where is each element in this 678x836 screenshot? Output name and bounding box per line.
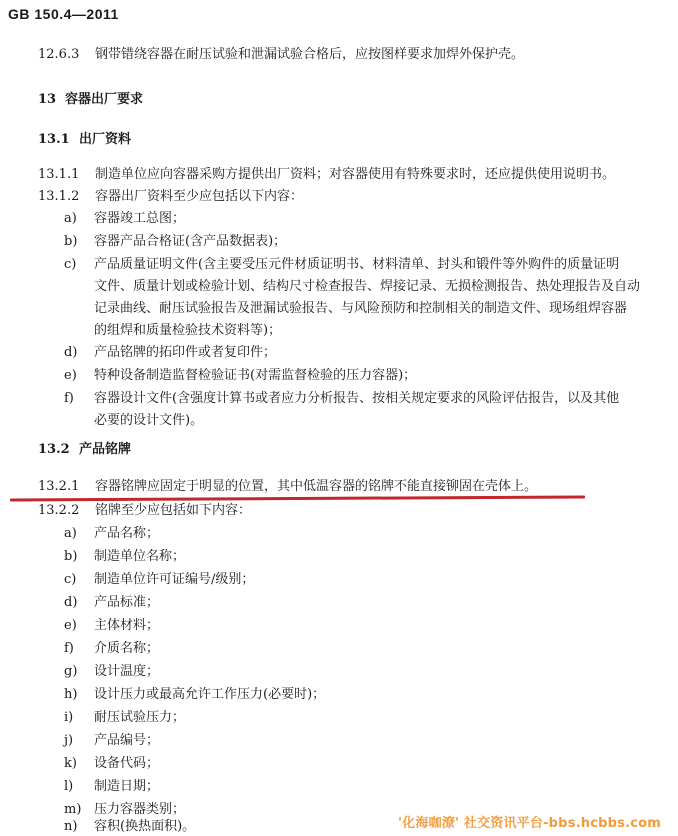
- item-text: 设计温度；: [94, 664, 160, 679]
- section-number: 13.2: [38, 442, 70, 457]
- item-text: 产品标准；: [94, 595, 160, 610]
- section-title: 容器出厂要求: [65, 92, 144, 107]
- standard-code: GB 150.4—2011: [8, 6, 119, 22]
- item-label: d): [64, 595, 78, 610]
- item-text-line: 必要的设计文件)。: [94, 413, 204, 428]
- item-label: n): [64, 819, 78, 834]
- item-text-line: 容器设计文件(含强度计算书或者应力分析报告、按相关规定要求的风险评估报告，以及其他: [94, 391, 620, 406]
- clause-text: 铭牌至少应包括如下内容：: [95, 503, 252, 518]
- clause-number: 13.1.1: [38, 167, 80, 182]
- list-item-continuation: [94, 278, 640, 296]
- item-label: f): [64, 391, 74, 406]
- item-text: 制造单位名称；: [94, 549, 186, 564]
- clause-number: 13.2.1: [38, 479, 80, 494]
- item-text: 主体材料；: [94, 618, 160, 633]
- item-label: a): [64, 526, 77, 541]
- item-label: m): [64, 802, 82, 817]
- clause-number: 12.6.3: [38, 47, 80, 62]
- section-number: 13.1: [38, 132, 70, 147]
- item-label: i): [64, 710, 74, 725]
- item-label: c): [64, 257, 77, 272]
- item-text: 设备代码；: [94, 756, 160, 771]
- item-label: g): [64, 664, 78, 679]
- item-label: l): [64, 779, 74, 794]
- item-text: 设计压力或最高允许工作压力(必要时)；: [94, 687, 326, 702]
- item-text: 耐压试验压力；: [94, 710, 186, 725]
- clause-text: 钢带错绕容器在耐压试验和泄漏试验合格后，应按图样要求加焊外保护壳。: [95, 47, 525, 62]
- item-text: 容器产品合格证(含产品数据表)；: [94, 234, 287, 249]
- item-text-line: 的组焊和质量检验技术资料等)；: [94, 323, 282, 338]
- section-title: 产品铭牌: [79, 442, 132, 457]
- list-item-continuation: [94, 300, 627, 318]
- section-title: 出厂资料: [79, 132, 132, 147]
- item-text-line: 记录曲线、耐压试验报告及泄漏试验报告、与风险预防和控制相关的制造文件、现场组焊容器: [94, 301, 628, 316]
- clause-text: 容器出厂资料至少应包括以下内容：: [95, 189, 304, 204]
- section-number: 13: [38, 92, 57, 107]
- watermark: '化海咖潦' 社交资讯平台-bbs.hcbbs.com: [398, 816, 662, 831]
- item-text: 产品铭牌的拓印件或者复印件；: [94, 345, 277, 360]
- item-text: 产品名称；: [94, 526, 160, 541]
- red-underline-annotation: [10, 495, 585, 501]
- item-label: b): [64, 549, 78, 564]
- item-text: 压力容器类别；: [94, 802, 186, 817]
- clause-text: 制造单位应向容器采购方提供出厂资料；对容器使用有特殊要求时，还应提供使用说明书。: [95, 167, 616, 182]
- item-label: k): [64, 756, 77, 771]
- list-item-continuation: [94, 322, 281, 340]
- clause-number: 13.1.2: [38, 189, 80, 204]
- item-text: 制造单位许可证编号/级别；: [94, 572, 255, 587]
- item-text-line: 文件、质量计划或检验计划、结构尺寸检查报告、焊接记录、无损检测报告、热处理报告及自动: [94, 279, 641, 294]
- clause-number: 13.2.2: [38, 503, 80, 518]
- item-text: 制造日期；: [94, 779, 160, 794]
- item-label: e): [64, 618, 77, 633]
- item-label: c): [64, 572, 77, 587]
- item-label: f): [64, 641, 74, 656]
- item-label: e): [64, 368, 77, 383]
- item-text: 容积(换热面积)。: [94, 819, 196, 834]
- item-text: 特种设备制造监督检验证书(对需监督检验的压力容器)；: [94, 368, 417, 383]
- item-label: d): [64, 345, 78, 360]
- clause-text: 容器铭牌应固定于明显的位置，其中低温容器的铭牌不能直接铆固在壳体上。: [95, 479, 538, 494]
- item-text-line: 产品质量证明文件(含主要受压元件材质证明书、材料清单、封头和锻件等外购件的质量证明: [94, 257, 620, 272]
- item-text: 介质名称；: [94, 641, 160, 656]
- item-text: 产品编号；: [94, 733, 160, 748]
- item-text: 容器竣工总图；: [94, 211, 186, 226]
- item-label: h): [64, 687, 78, 702]
- item-label: b): [64, 234, 78, 249]
- list-item-continuation: [94, 412, 203, 430]
- item-label: a): [64, 211, 77, 226]
- item-label: j): [64, 733, 74, 748]
